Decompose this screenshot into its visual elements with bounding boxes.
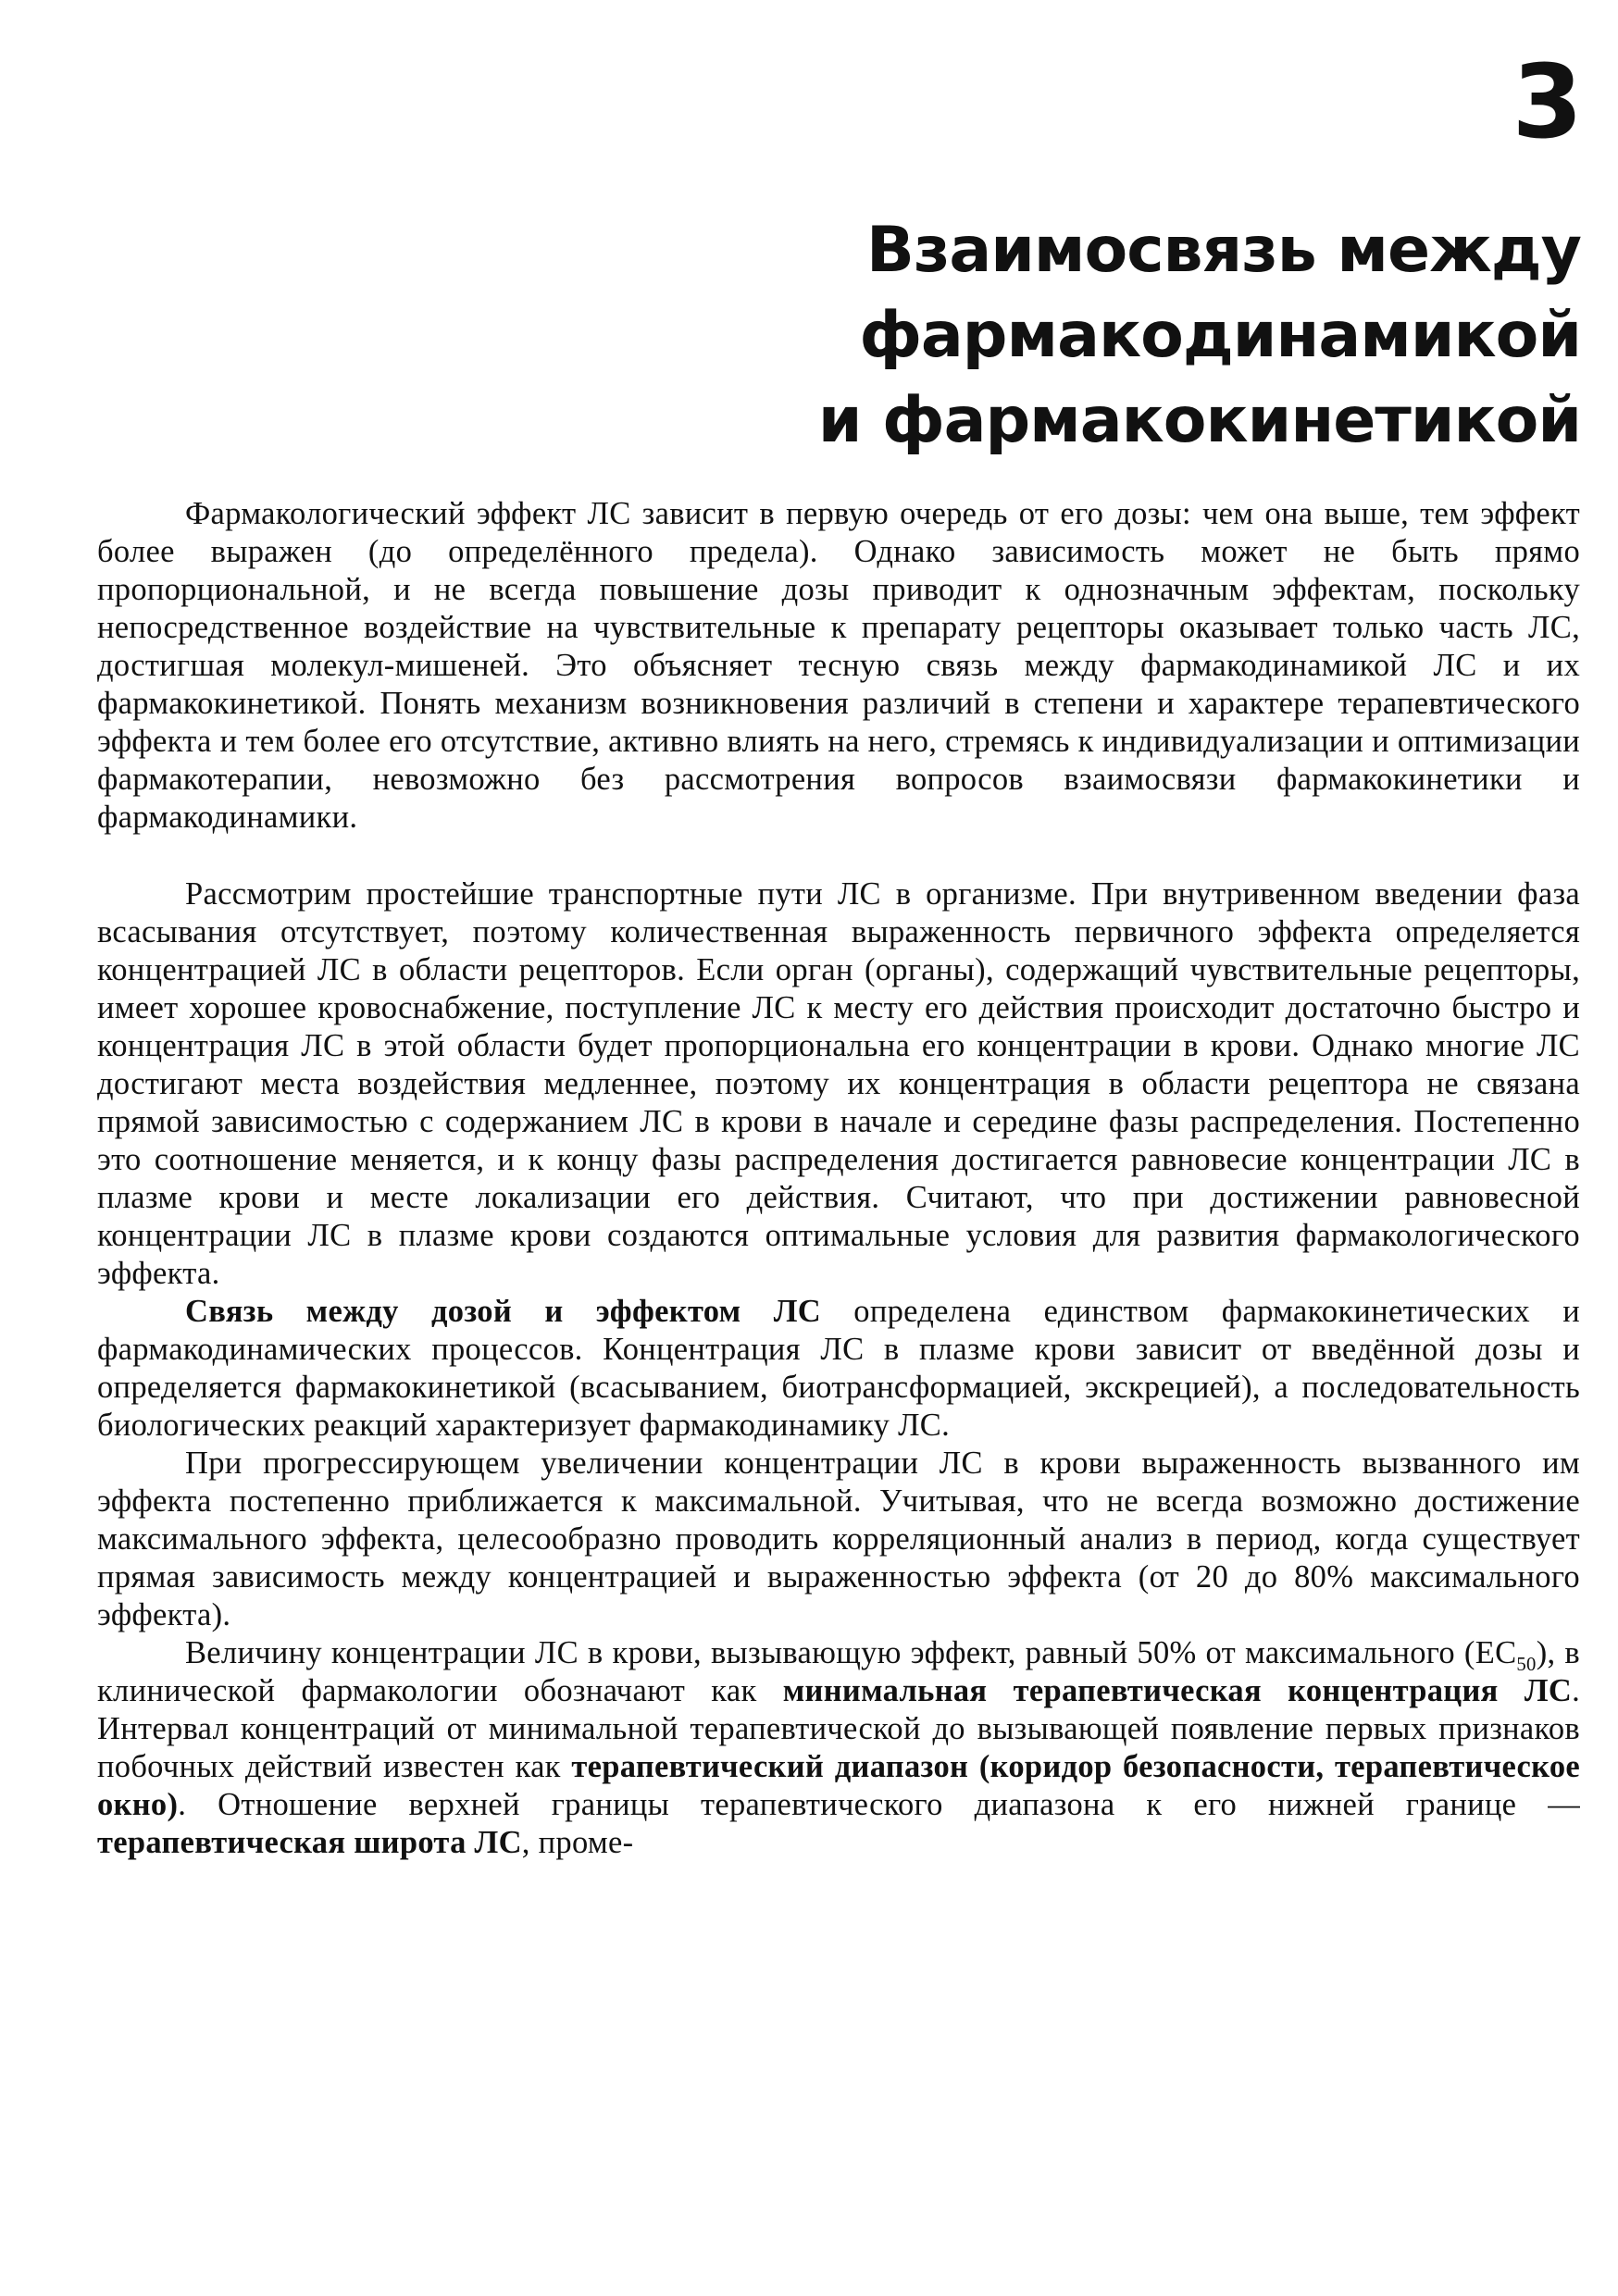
- paragraph-5-text-c: . Интервал концентраций от минимальной терапевтической до вызывающей появление первых признаков побочных действий известен как: [97, 1673, 1580, 1784]
- paragraph-5-text-d: . Отношение верхней границы терапевтического диапазона к его нижней границе —: [178, 1787, 1580, 1822]
- paragraph-5-text-a: Величину концентрации ЛС в крови, вызывающую эффект, равный 50% от максимального (EC: [185, 1635, 1517, 1670]
- chapter-number: 3: [1512, 43, 1581, 161]
- term-dose-effect: Связь между дозой и эффектом ЛС: [185, 1294, 821, 1329]
- paragraph-3: [97, 1293, 1580, 1445]
- paragraph-5-text-b: ), в клинической фармакологии обозначают как: [97, 1635, 1580, 1708]
- term-min-therapeutic-concentration: минимальная терапевтическая концентрация ЛС: [782, 1673, 1573, 1708]
- paragraph-5: [97, 1634, 1580, 1862]
- body-text: [97, 495, 1580, 1862]
- chapter-title: [285, 208, 1581, 464]
- paragraph-1: Фармакологический эффект ЛС зависит в первую очередь от его дозы: чем она выше, тем эффект более выражен (до определённого предела). Однако зависимость может не быть прямо пропорциональной, и не всегда повышение дозы приводит к однозначным эффектам, поскольку непосредственное воздействие на чувствительные к препарату рецепторы оказывает только часть ЛС, достигшая молекул-мишеней. Это объясняет тесную связь между фармакодинамикой ЛС и их фармакокинетикой. Понять механизм возникновения различий в степени и характере терапевтического эффекта и тем более его отсутствие, активно влиять на него, стремясь к индивидуализации и оптимизации фармакотерапии, невозможно без рассмотрения вопросов взаимосвязи фармакокинетики и фармакодинамики.: [97, 496, 1580, 835]
- term-therapeutic-range: терапевтический диапазон (коридор безопасности, терапевтическое окно): [97, 1749, 1580, 1822]
- paragraph-2: Рассмотрим простейшие транспортные пути ЛС в организме. При внутривенном введении фаза всасывания отсутствует, поэтому количественная выраженность первичного эффекта определяется концентрацией ЛС в области рецепторов. Если орган (органы), содержащий чувствительные рецепторы, имеет хорошее кровоснабжение, поступление ЛС к месту его действия происходит достаточно быстро и концентрация ЛС в этой области будет пропорциональна его концентрации в крови. Однако многие ЛС достигают места воздействия медленнее, поэтому их концентрация в области рецептора не связана прямой зависимостью с содержанием ЛС в крови в начале и середине фазы распределения. Постепенно это соотношение меняется, и к концу фазы распределения достигается равновесие концентрации ЛС в плазме крови и месте локализации его действия. Считают, что при достижении равновесной концентрации ЛС в плазме крови создаются оптимальные условия для развития фармакологического эффекта.: [97, 876, 1580, 1291]
- ec50-subscript: 50: [1516, 1654, 1537, 1675]
- paragraph-3-text: определена единством фармакокинетических и фармакодинамических процессов. Концентрация ЛС в плазме крови зависит от введённой дозы и определяется фармакокинетикой (всасыванием, биотрансформацией, экскрецией), а последовательность биологических реакций характеризует фармакодинамику ЛС.: [97, 1294, 1580, 1443]
- chapter-title-line-3: и фармакокинетикой: [817, 384, 1581, 457]
- chapter-title-line-1: Взаимосвязь между: [866, 214, 1581, 287]
- term-therapeutic-width: терапевтическая широта ЛС: [97, 1825, 522, 1860]
- chapter-title-line-2: фармакодинамикой: [859, 299, 1581, 372]
- paragraph-5-text-e: , проме-: [521, 1825, 634, 1860]
- paragraph-4: При прогрессирующем увеличении концентрации ЛС в крови выраженность вызванного им эффекта постепенно приближается к максимальной. Учитывая, что не всегда возможно достижение максимального эффекта, целесообразно проводить корреляционный анализ в период, когда существует прямая зависимость между концентрацией и выраженностью эффекта (от 20 до 80% максимального эффекта).: [97, 1446, 1580, 1632]
